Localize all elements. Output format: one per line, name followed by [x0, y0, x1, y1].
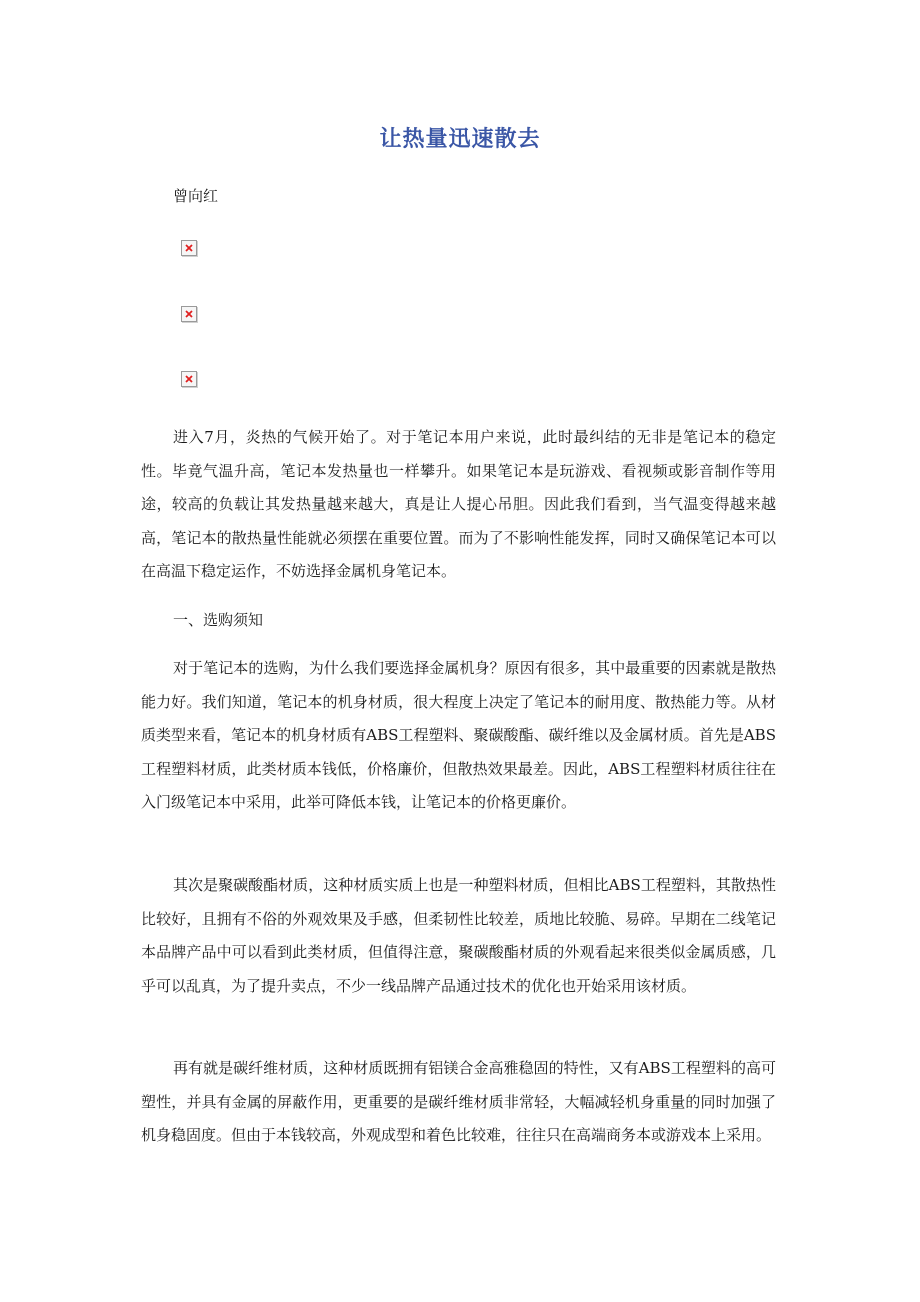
author-name: 曾向红	[173, 187, 219, 205]
paragraph-intro: 进入7月，炎热的气候开始了。对于笔记本用户来说，此时最纠结的无非是笔记本的稳定性。毕竟气温升高，笔记本发热量也一样攀升。如果笔记本是玩游戏、看视频或影音制作等用途，较高的负载让其发热量越来越大，真是让人提心吊胆。因此我们看到，当气温变得越来越高，笔记本的散热量性能就必须摆在重要位置。而为了不影响性能发挥，同时又确保笔记本可以在高温下稳定运作，不妨选择金属机身笔记本。	[141, 428, 776, 581]
paragraph-body: 其次是聚碳酸酯材质，这种材质实质上也是一种塑料材质，但相比ABS工程塑料，其散热性比较好，且拥有不俗的外观效果及手感，但柔韧性比较差，质地比较脆、易碎。早期在二线笔记本品牌产品中可以看到此类材质，但值得注意，聚碳酸酯材质的外观看起来很类似金属质感，几乎可以乱真，为了提升卖点，不少一线品牌产品通过技术的优化也开始采用该材质。	[141, 876, 776, 995]
red-x-icon	[185, 244, 193, 252]
red-x-icon	[185, 375, 193, 383]
broken-image-icon	[181, 371, 197, 387]
broken-image-icon	[181, 240, 197, 256]
broken-image-icon	[181, 306, 197, 322]
red-x-icon	[185, 310, 193, 318]
section-heading: 一、选购须知	[173, 611, 264, 629]
paragraph-body: 再有就是碳纤维材质，这种材质既拥有铝镁合金高雅稳固的特性，又有ABS工程塑料的高可塑性，并具有金属的屏蔽作用，更重要的是碳纤维材质非常轻，大幅减轻机身重量的同时加强了机身稳固度。但由于本钱较高，外观成型和着色比较难，往往只在高端商务本或游戏本上采用。	[141, 1059, 776, 1145]
article-title: 让热量迅速散去	[379, 127, 541, 152]
paragraph-body: 对于笔记本的选购，为什么我们要选择金属机身？原因有很多，其中最重要的因素就是散热能力好。我们知道，笔记本的机身材质，很大程度上决定了笔记本的耐用度、散热能力等。从材质类型来看，笔记本的机身材质有ABS工程塑料、聚碳酸酯、碳纤维以及金属材质。首先是ABS工程塑料材质，此类材质本钱低，价格廉价，但散热效果最差。因此，ABS工程塑料材质往往在入门级笔记本中采用，此举可降低本钱，让笔记本的价格更廉价。	[141, 659, 776, 812]
